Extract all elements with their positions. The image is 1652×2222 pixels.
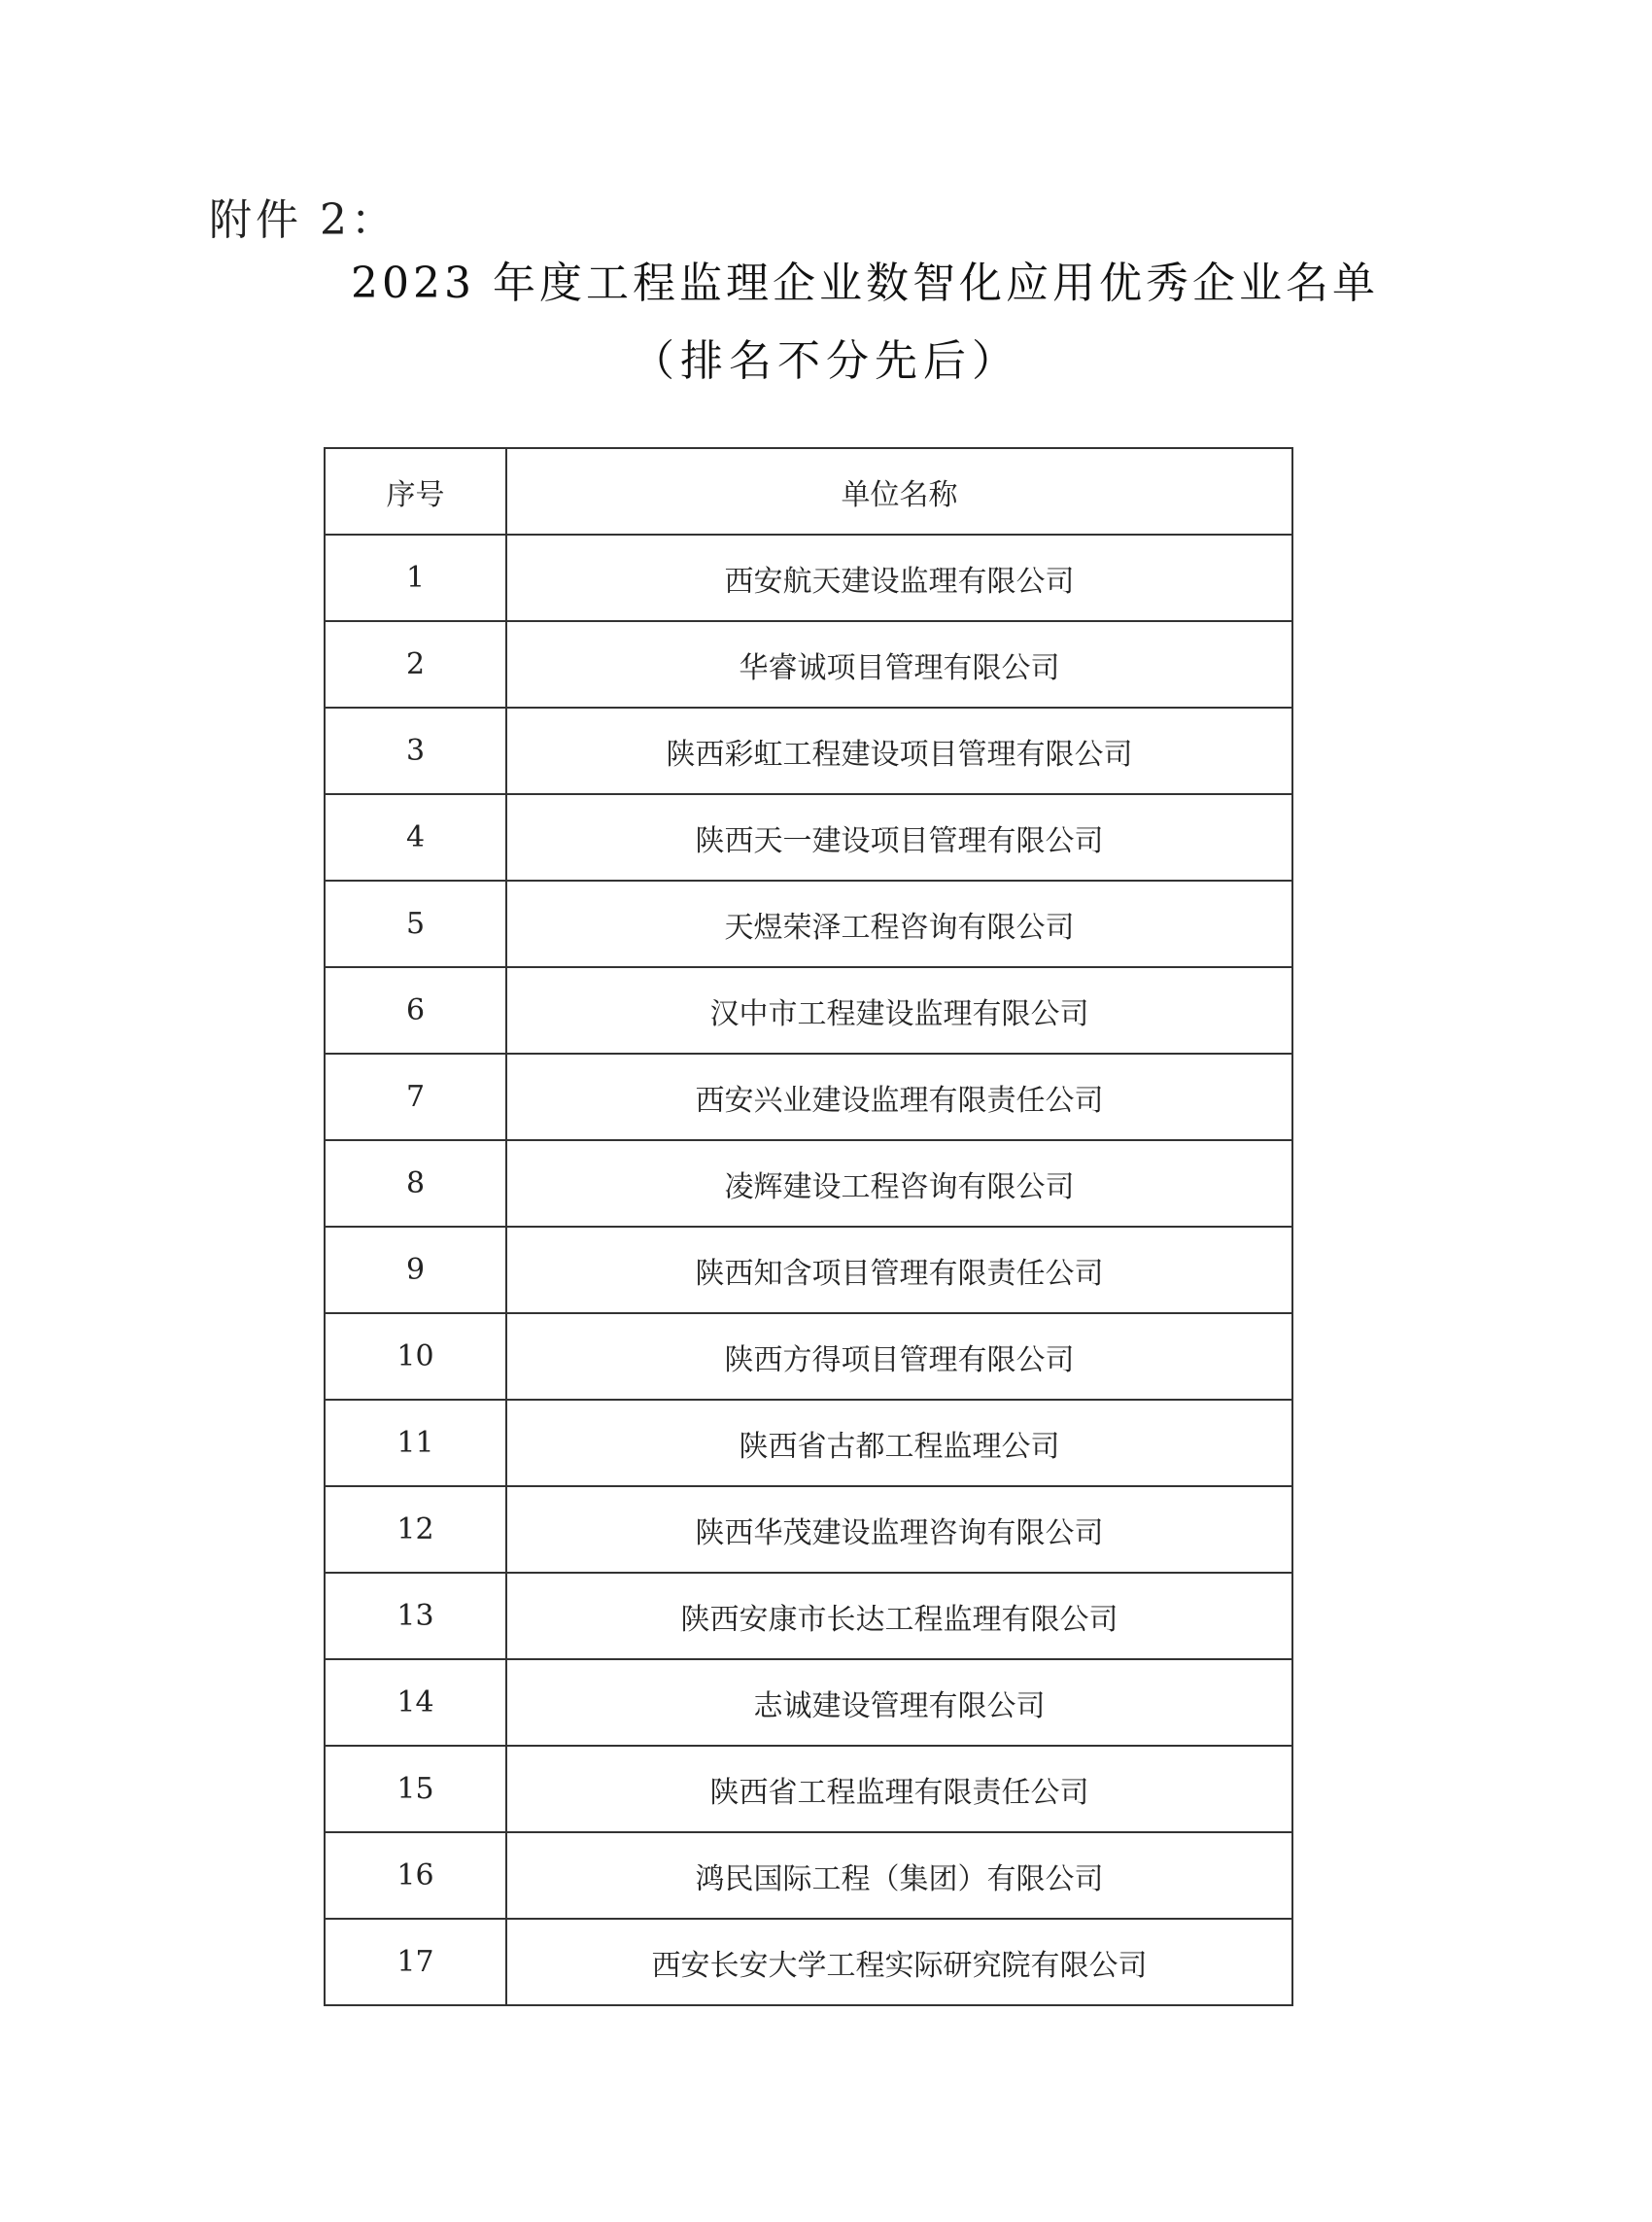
table-row xyxy=(325,1054,1292,1140)
table-row xyxy=(325,1140,1292,1227)
table-row xyxy=(325,1746,1292,1832)
table-row xyxy=(325,967,1292,1054)
table-row xyxy=(325,535,1292,621)
table-body xyxy=(325,535,1292,2005)
row-index-cell: 13 xyxy=(325,1573,506,1659)
row-index-cell: 9 xyxy=(325,1227,506,1313)
row-company-name-cell: 凌辉建设工程咨询有限公司 xyxy=(506,1140,1292,1227)
table-row xyxy=(325,1313,1292,1400)
row-index-cell: 2 xyxy=(325,621,506,708)
table-row xyxy=(325,1573,1292,1659)
row-index-cell: 10 xyxy=(325,1313,506,1400)
row-company-name-cell: 鸿民国际工程（集团）有限公司 xyxy=(506,1832,1292,1919)
row-company-name-cell: 陕西方得项目管理有限公司 xyxy=(506,1313,1292,1400)
table-row xyxy=(325,794,1292,881)
row-company-name-cell: 西安长安大学工程实际研究院有限公司 xyxy=(506,1919,1292,2005)
column-header-name: 单位名称 xyxy=(506,448,1292,535)
company-roster-table xyxy=(324,447,1293,2006)
row-index-cell: 11 xyxy=(325,1400,506,1486)
table-row xyxy=(325,1227,1292,1313)
row-company-name-cell: 西安航天建设监理有限公司 xyxy=(506,535,1292,621)
table-row xyxy=(325,1486,1292,1573)
row-index-cell: 7 xyxy=(325,1054,506,1140)
document-subtitle: （排名不分先后） xyxy=(632,336,1020,386)
row-company-name-cell: 华睿诚项目管理有限公司 xyxy=(506,621,1292,708)
row-company-name-cell: 陕西省工程监理有限责任公司 xyxy=(506,1746,1292,1832)
row-index-cell: 15 xyxy=(325,1746,506,1832)
table-row xyxy=(325,1919,1292,2005)
row-company-name-cell: 天煜荣泽工程咨询有限公司 xyxy=(506,881,1292,967)
row-index-cell: 14 xyxy=(325,1659,506,1746)
row-company-name-cell: 陕西彩虹工程建设项目管理有限公司 xyxy=(506,708,1292,794)
row-company-name-cell: 陕西华茂建设监理咨询有限公司 xyxy=(506,1486,1292,1573)
attachment-label: 附件 2： xyxy=(209,195,397,245)
row-company-name-cell: 志诚建设管理有限公司 xyxy=(506,1659,1292,1746)
row-index-cell: 4 xyxy=(325,794,506,881)
row-company-name-cell: 陕西省古都工程监理公司 xyxy=(506,1400,1292,1486)
table-row xyxy=(325,621,1292,708)
document-title: 2023 年度工程监理企业数智化应用优秀企业名单 xyxy=(351,259,1379,308)
row-index-cell: 6 xyxy=(325,967,506,1054)
table-header-row xyxy=(325,448,1292,535)
row-index-cell: 5 xyxy=(325,881,506,967)
row-index-cell: 3 xyxy=(325,708,506,794)
row-company-name-cell: 陕西知含项目管理有限责任公司 xyxy=(506,1227,1292,1313)
table-row xyxy=(325,708,1292,794)
row-company-name-cell: 西安兴业建设监理有限责任公司 xyxy=(506,1054,1292,1140)
row-company-name-cell: 汉中市工程建设监理有限公司 xyxy=(506,967,1292,1054)
row-index-cell: 12 xyxy=(325,1486,506,1573)
table-row xyxy=(325,881,1292,967)
column-header-index: 序号 xyxy=(325,448,506,535)
table-row xyxy=(325,1832,1292,1919)
row-index-cell: 1 xyxy=(325,535,506,621)
row-index-cell: 17 xyxy=(325,1919,506,2005)
table-row xyxy=(325,1659,1292,1746)
row-index-cell: 16 xyxy=(325,1832,506,1919)
row-company-name-cell: 陕西安康市长达工程监理有限公司 xyxy=(506,1573,1292,1659)
table-row xyxy=(325,1400,1292,1486)
row-index-cell: 8 xyxy=(325,1140,506,1227)
row-company-name-cell: 陕西天一建设项目管理有限公司 xyxy=(506,794,1292,881)
table-header xyxy=(325,448,1292,535)
